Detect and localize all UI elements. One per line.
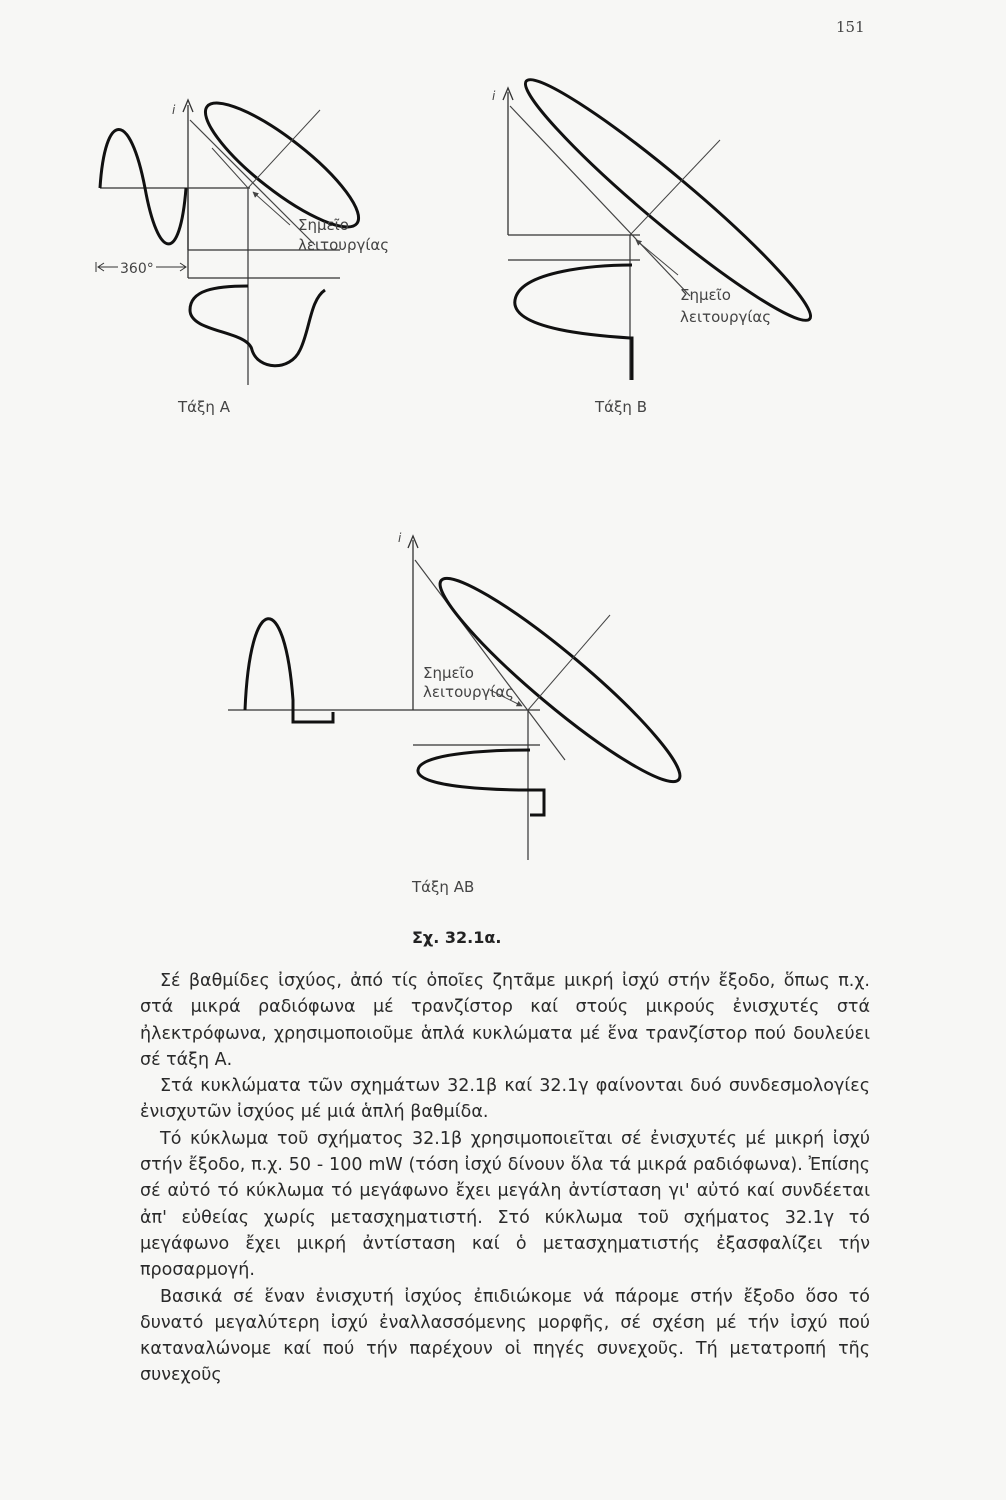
panel-ab-op-label-2: λειτουργίας	[423, 683, 515, 701]
panel-a-title: Τάξη Α	[178, 398, 230, 416]
panel-b-characteristic	[511, 63, 825, 338]
paragraph-4: Βασικά σέ ἕναν ἐνισχυτή ἰσχύος ἐπιδιώκομε νά πάρομε στήν ἔξοδο ὅσο τό δυνατό μεγαλύτερη ἰσχύ ἐναλλασσόμενης μορφῆς, σέ σχέση μέ τήν ἰσχύ πού καταναλώνομε καί πού τήν παρέχουν οἱ πηγές συνεχοῦς. Τή μετατροπή τῆς συνεχοῦς	[140, 1286, 870, 1386]
panel-a-period-label: 360°	[120, 261, 154, 277]
panel-a-op-label-1: Σημεῖο	[298, 216, 349, 234]
panel-class-b	[492, 63, 825, 416]
panel-a-i-label: i	[172, 103, 176, 117]
panel-ab-title: Τάξη ΑΒ	[412, 878, 475, 896]
panel-ab-input-wave	[245, 619, 333, 722]
paragraph-1: Σέ βαθμίδες ἰσχύος, ἀπό τίς ὁποῖες ζητᾶμε μικρή ἰσχύ στήν ἔξοδο, ὅπως π.χ. στά μικρά ραδιόφωνα μέ τρανζίστορ καί στούς μικρούς ἐνισχυτές στά ἠλεκτρόφωνα, χρησιμοποιοῦμε ἁπλά κυκλώματα μέ ἕνα τρανζίστορ πού δουλεύει σέ τάξη Α.	[140, 971, 870, 1070]
figure-caption: Σχ. 32.1α.	[412, 928, 502, 947]
paragraph-3: Τό κύκλωμα τοῦ σχήματος 32.1β χρησιμοποιεῖται σέ ἐνισχυτές μέ μικρή ἰσχύ στήν ἔξοδο, π.χ. 50 - 100 mW (τόση ἰσχύ δίνουν ὅλα τά μικρά ραδιόφωνα). Ἐπίσης σέ αὐτό τό κύκλωμα τό μεγάφωνο ἔχει μεγάλη ἀντίσταση γι' αὐτό καί συνδέεται ἀπ' εὐθείας χωρίς μετασχηματιστή. Στό κύκλωμα τοῦ σχήματος 32.1γ τό μεγάφωνο ἔχει μικρή ἀντίσταση καί ὁ μετασχηματιστής ἐξασφαλίζει τήν προσαρμογή.	[140, 1128, 870, 1281]
panel-a-op-label-2: λειτουργίας	[298, 236, 390, 254]
panel-b-op-label-1: Σημεῖο	[680, 286, 731, 304]
panel-a-output-wave	[190, 286, 325, 366]
panel-a-input-wave	[100, 130, 186, 244]
panel-ab-i-label: i	[398, 531, 402, 545]
body-text	[140, 968, 870, 1389]
panel-b-output-wave	[515, 265, 632, 380]
panel-class-ab	[228, 531, 695, 896]
panel-b-i-label: i	[492, 89, 496, 103]
paragraph-2: Στά κυκλώματα τῶν σχημάτων 32.1β καί 32.1γ φαίνονται δυό συνδεσμολογίες ἐνισχυτῶν ἰσχύος μέ μιά ἁπλή βαθμίδα.	[140, 1076, 870, 1123]
panel-class-a	[96, 86, 389, 416]
panel-b-op-label-2: λειτουργίας	[680, 308, 772, 326]
panel-ab-output-wave	[418, 750, 544, 815]
page-number: 151	[836, 18, 865, 36]
panel-b-title: Τάξη Β	[595, 398, 647, 416]
panel-ab-op-label-1: Σημεῖο	[423, 664, 474, 682]
panel-ab-load-line	[415, 560, 565, 760]
